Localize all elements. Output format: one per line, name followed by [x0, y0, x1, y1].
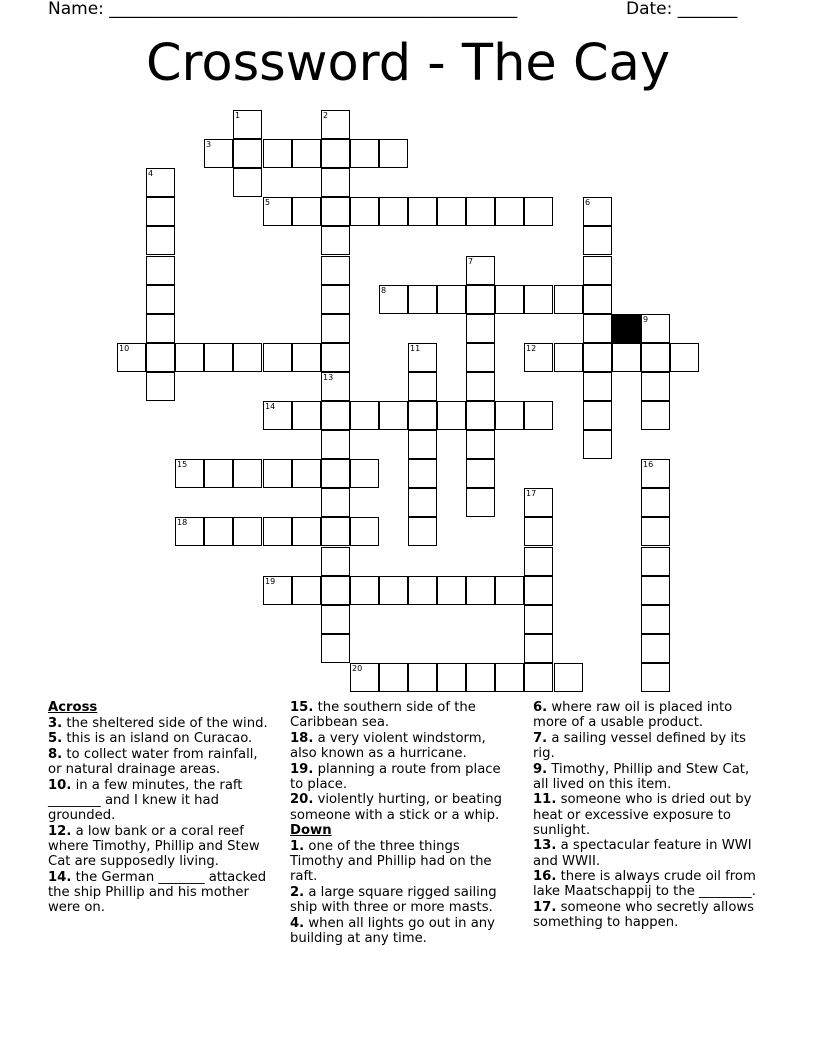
clue-across-15: 15. the southern side of the Caribbean sea. — [290, 700, 476, 731]
grid-cell[interactable] — [670, 343, 699, 372]
grid-cell[interactable] — [524, 197, 553, 226]
grid-cell[interactable] — [292, 139, 321, 168]
grid-cell[interactable] — [350, 576, 379, 605]
clue-down-16: 16. there is always crude oil from lake Maatschappij to the ________. — [533, 869, 756, 900]
clue-down-7: 7. a sailing vessel defined by its rig. — [533, 730, 747, 761]
grid-cell[interactable] — [263, 459, 292, 488]
grid-cell[interactable] — [204, 517, 233, 546]
grid-cell[interactable] — [466, 430, 495, 459]
grid-cell[interactable] — [350, 459, 379, 488]
grid-cell[interactable] — [524, 605, 553, 634]
grid-cell[interactable] — [524, 488, 553, 517]
grid-number: 7 — [468, 257, 474, 266]
grid-cell[interactable] — [408, 430, 437, 459]
grid-cell[interactable] — [641, 547, 670, 576]
grid-cell[interactable] — [204, 459, 233, 488]
grid-cell[interactable] — [321, 256, 350, 285]
grid-number: 10 — [119, 344, 130, 353]
grid-cell[interactable] — [321, 314, 350, 343]
grid-cell[interactable] — [146, 314, 175, 343]
date-field-label: Date: _______ — [626, 0, 738, 19]
grid-cell[interactable] — [233, 168, 262, 197]
grid-cell[interactable] — [292, 517, 321, 546]
grid-number: 15 — [177, 460, 188, 469]
down-heading: Down — [290, 823, 332, 839]
grid-number: 14 — [265, 402, 276, 411]
grid-cell[interactable] — [204, 343, 233, 372]
clue-across-14: 14. the German _______ attacked the ship Phillip and his mother were on. — [48, 869, 267, 915]
clue-down-9: 9. Timothy, Phillip and Stew Cat, all lived on this item. — [533, 761, 750, 792]
clue-column-2 — [290, 700, 515, 946]
clue-across-3: 3. the sheltered side of the wind. — [48, 715, 268, 731]
grid-cell[interactable] — [466, 459, 495, 488]
clue-column-3 — [533, 700, 763, 931]
clue-down-11: 11. someone who is dried out by heat or excessive exposure to sunlight. — [533, 792, 752, 838]
grid-cell[interactable] — [175, 517, 204, 546]
clue-across-10: 10. in a few minutes, the raft ________ and I knew it had grounded. — [48, 777, 243, 823]
grid-cell[interactable] — [321, 605, 350, 634]
grid-cell[interactable] — [495, 401, 524, 430]
grid-cell[interactable] — [437, 197, 466, 226]
grid-number: 6 — [585, 198, 591, 207]
grid-cell[interactable] — [233, 110, 262, 139]
grid-cell[interactable] — [583, 256, 612, 285]
grid-cell[interactable] — [263, 576, 292, 605]
grid-block — [612, 314, 641, 343]
grid-cell[interactable] — [524, 634, 553, 663]
grid-cell[interactable] — [350, 139, 379, 168]
grid-cell[interactable] — [263, 401, 292, 430]
grid-cell[interactable] — [350, 401, 379, 430]
grid-cell[interactable] — [233, 459, 262, 488]
grid-cell[interactable] — [466, 285, 495, 314]
grid-cell[interactable] — [641, 605, 670, 634]
grid-cell[interactable] — [554, 343, 583, 372]
grid-cell[interactable] — [495, 576, 524, 605]
grid-cell[interactable] — [408, 372, 437, 401]
grid-cell[interactable] — [233, 139, 262, 168]
grid-cell[interactable] — [321, 226, 350, 255]
grid-cell[interactable] — [263, 197, 292, 226]
grid-cell[interactable] — [495, 663, 524, 692]
grid-cell[interactable] — [524, 343, 553, 372]
grid-cell[interactable] — [583, 343, 612, 372]
grid-cell[interactable] — [379, 139, 408, 168]
grid-cell[interactable] — [379, 197, 408, 226]
grid-cell[interactable] — [263, 517, 292, 546]
grid-cell[interactable] — [321, 634, 350, 663]
clue-down-13: 13. a spectacular feature in WWI and WWII. — [533, 838, 752, 869]
grid-cell[interactable] — [524, 517, 553, 546]
grid-cell[interactable] — [321, 343, 350, 372]
clue-column-1 — [48, 700, 273, 916]
grid-cell[interactable] — [146, 226, 175, 255]
name-field-label: Name: ________________________________________________ — [48, 0, 518, 19]
grid-cell[interactable] — [321, 110, 350, 139]
grid-cell[interactable] — [146, 372, 175, 401]
grid-cell[interactable] — [641, 314, 670, 343]
clue-down-4: 4. when all lights go out in any building at any time. — [290, 915, 495, 946]
grid-cell[interactable] — [408, 663, 437, 692]
grid-cell[interactable] — [495, 197, 524, 226]
grid-cell[interactable] — [146, 256, 175, 285]
grid-cell[interactable] — [321, 488, 350, 517]
grid-cell[interactable] — [292, 401, 321, 430]
grid-cell[interactable] — [321, 197, 350, 226]
grid-cell[interactable] — [321, 517, 350, 546]
grid-cell[interactable] — [554, 663, 583, 692]
grid-cell[interactable] — [408, 401, 437, 430]
across-heading: Across — [48, 700, 98, 715]
grid-cell[interactable] — [408, 576, 437, 605]
grid-cell[interactable] — [321, 168, 350, 197]
grid-cell[interactable] — [466, 488, 495, 517]
clue-across-19: 19. planning a route from place to place. — [290, 761, 501, 792]
grid-cell[interactable] — [524, 547, 553, 576]
grid-number: 19 — [265, 577, 276, 586]
grid-cell[interactable] — [321, 401, 350, 430]
grid-cell[interactable] — [379, 285, 408, 314]
grid-cell[interactable] — [233, 343, 262, 372]
grid-cell[interactable] — [466, 576, 495, 605]
grid-cell[interactable] — [408, 197, 437, 226]
clue-down-17: 17. someone who secretly allows something to happen. — [533, 899, 755, 931]
grid-cell[interactable] — [466, 343, 495, 372]
grid-cell[interactable] — [350, 197, 379, 226]
grid-number: 11 — [410, 344, 421, 353]
grid-cell[interactable] — [233, 517, 262, 546]
grid-cell[interactable] — [641, 488, 670, 517]
grid-cell[interactable] — [263, 139, 292, 168]
grid-cell[interactable] — [146, 197, 175, 226]
grid-cell[interactable] — [583, 401, 612, 430]
grid-cell[interactable] — [292, 459, 321, 488]
grid-cell[interactable] — [641, 634, 670, 663]
clue-across-12: 12. a low bank or a coral reef where Timothy, Phillip and Stew Cat are supposedly living. — [48, 823, 260, 869]
grid-number: 18 — [177, 518, 188, 527]
clue-across-8: 8. to collect water from rainfall, or natural drainage areas. — [48, 746, 258, 777]
grid-cell[interactable] — [583, 226, 612, 255]
grid-cell[interactable] — [524, 663, 553, 692]
grid-number: 3 — [206, 140, 212, 149]
grid-cell[interactable] — [321, 459, 350, 488]
grid-cell[interactable] — [583, 197, 612, 226]
grid-cell[interactable] — [612, 343, 641, 372]
grid-number: 13 — [323, 373, 334, 382]
clue-across-20: 20. violently hurting, or beating someone with a stick or a whip. — [290, 792, 502, 823]
grid-number: 4 — [148, 169, 154, 178]
clue-across-5: 5. this is an island on Curacao. — [48, 731, 253, 747]
page-title: Crossword - The Cay — [145, 34, 671, 93]
grid-cell[interactable] — [641, 343, 670, 372]
grid-cell[interactable] — [641, 576, 670, 605]
grid-cell[interactable] — [641, 459, 670, 488]
grid-number: 20 — [352, 664, 363, 673]
grid-number: 16 — [643, 460, 654, 469]
grid-cell[interactable] — [408, 343, 437, 372]
clue-down-6: 6. where raw oil is placed into more of a usable product. — [533, 700, 733, 731]
grid-cell[interactable] — [554, 285, 583, 314]
grid-cell[interactable] — [321, 576, 350, 605]
grid-cell[interactable] — [583, 372, 612, 401]
grid-cell[interactable] — [583, 285, 612, 314]
grid-cell[interactable] — [437, 663, 466, 692]
grid-number: 17 — [526, 489, 537, 498]
grid-cell[interactable] — [379, 663, 408, 692]
grid-cell[interactable] — [350, 663, 379, 692]
grid-cell[interactable] — [204, 139, 233, 168]
grid-cell[interactable] — [466, 256, 495, 285]
grid-number: 1 — [235, 111, 241, 120]
grid-cell[interactable] — [437, 576, 466, 605]
grid-cell[interactable] — [408, 459, 437, 488]
grid-cell[interactable] — [466, 372, 495, 401]
clue-down-2: 2. a large square rigged sailing ship with three or more masts. — [290, 884, 497, 915]
grid-cell[interactable] — [175, 459, 204, 488]
grid-cell[interactable] — [117, 343, 146, 372]
grid-cell[interactable] — [146, 285, 175, 314]
grid-cell[interactable] — [321, 430, 350, 459]
grid-cell[interactable] — [524, 576, 553, 605]
grid-cell[interactable] — [641, 517, 670, 546]
clue-down-1: 1. one of the three things Timothy and Phillip had on the raft. — [290, 838, 492, 885]
grid-cell[interactable] — [321, 285, 350, 314]
grid-number: 2 — [323, 111, 329, 120]
clue-across-18: 18. a very violent windstorm, also known as a hurricane. — [290, 730, 486, 761]
grid-cell[interactable] — [321, 139, 350, 168]
grid-cell[interactable] — [583, 430, 612, 459]
grid-cell[interactable] — [583, 314, 612, 343]
grid-cell[interactable] — [321, 547, 350, 576]
grid-cell[interactable] — [146, 343, 175, 372]
grid-cell[interactable] — [437, 285, 466, 314]
grid-cell[interactable] — [379, 401, 408, 430]
grid-cell[interactable] — [466, 197, 495, 226]
grid-cell[interactable] — [466, 663, 495, 692]
grid-cell[interactable] — [466, 401, 495, 430]
grid-cell[interactable] — [495, 285, 524, 314]
grid-cell[interactable] — [437, 401, 466, 430]
grid-cell[interactable] — [350, 517, 379, 546]
grid-cell[interactable] — [292, 197, 321, 226]
grid-number: 12 — [526, 344, 537, 353]
grid-cell[interactable] — [408, 488, 437, 517]
grid-cell[interactable] — [524, 285, 553, 314]
grid-cell[interactable] — [321, 372, 350, 401]
grid-cell[interactable] — [175, 343, 204, 372]
grid-cell[interactable] — [292, 576, 321, 605]
grid-cell[interactable] — [641, 401, 670, 430]
grid-cell[interactable] — [641, 372, 670, 401]
grid-cell[interactable] — [524, 401, 553, 430]
grid-number: 9 — [643, 315, 649, 324]
grid-cell[interactable] — [466, 314, 495, 343]
grid-cell[interactable] — [263, 343, 292, 372]
grid-cell[interactable] — [408, 517, 437, 546]
grid-cell[interactable] — [292, 343, 321, 372]
grid-cell[interactable] — [379, 576, 408, 605]
grid-cell[interactable] — [641, 663, 670, 692]
grid-number: 5 — [265, 198, 271, 207]
grid-cell[interactable] — [408, 285, 437, 314]
grid-number: 8 — [381, 286, 387, 295]
grid-cell[interactable] — [146, 168, 175, 197]
